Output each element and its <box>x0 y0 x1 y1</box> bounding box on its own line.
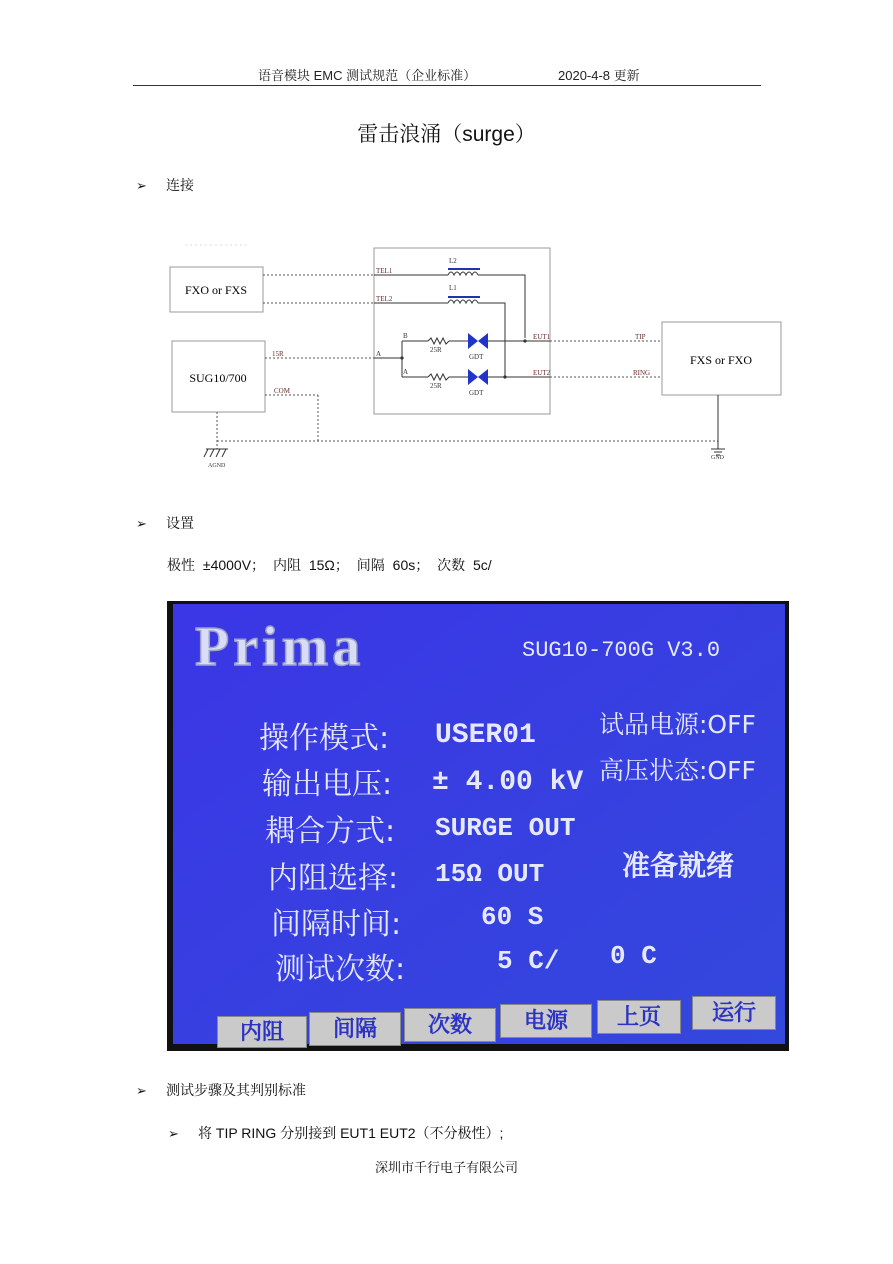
label-com: COM <box>274 387 290 395</box>
lcd-brand: Prima <box>195 616 365 678</box>
section-steps-label: 测试步骤及其判别标准 <box>166 1082 306 1098</box>
lcd-row-value-resistance: 15Ω OUT <box>435 859 545 889</box>
section-settings <box>136 513 194 533</box>
lcd-button-prev-page-label: 上页 <box>616 1004 661 1029</box>
section-steps <box>136 1080 306 1100</box>
box-fxo-label: FXO or FXS <box>184 283 248 297</box>
lcd-button-count[interactable] <box>404 1008 496 1042</box>
bullet-arrow-icon: ➢ <box>136 1083 147 1098</box>
lcd-row-value-count: 5 C/ <box>497 946 560 976</box>
bullet-arrow-icon: ➢ <box>136 516 147 531</box>
settings-line: 极性 ±4000V； 内阻 15Ω； 间隔 60s； 次数 5c/ <box>167 557 492 573</box>
lcd-row-label-coupling: 耦合方式: <box>265 814 396 849</box>
label-ring: RING <box>633 369 651 377</box>
node-eut2 <box>503 375 506 378</box>
lcd-ready: 准备就绪 <box>622 849 735 882</box>
step-1-text: 将 TIP RING 分别接到 EUT1 EUT2（不分极性）; <box>198 1125 504 1141</box>
label-gdt1: GDT <box>469 353 484 361</box>
lcd-button-resistance-label: 内阻 <box>239 1019 284 1044</box>
lcd-count-done: 0 C <box>610 941 657 971</box>
lcd-button-interval[interactable] <box>309 1012 401 1046</box>
page-title: 雷击浪涌（surge） <box>357 123 536 146</box>
lcd-screen <box>167 601 789 1051</box>
lcd-status-hv: 高压状态:OFF <box>599 756 756 785</box>
lcd-photo <box>167 601 789 1051</box>
label-15r: 15R <box>272 350 284 358</box>
lcd-button-power-label: 电源 <box>523 1008 568 1033</box>
lcd-button-prev-page[interactable] <box>597 1000 681 1034</box>
lcd-button-resistance[interactable] <box>217 1016 307 1048</box>
lcd-button-interval-label: 间隔 <box>332 1016 377 1041</box>
lcd-row-label-count: 测试次数: <box>275 952 406 987</box>
agnd-icon <box>204 449 228 457</box>
label-r1: 25R <box>430 346 442 354</box>
page-footer: 深圳市千行电子有限公司 <box>374 1160 518 1175</box>
step-1 <box>168 1123 503 1143</box>
lcd-button-run-label: 运行 <box>711 1000 756 1025</box>
lcd-row-label-resistance: 内阻选择: <box>268 861 399 896</box>
lcd-button-count-label: 次数 <box>427 1012 472 1037</box>
box-sug-label: SUG10/700 <box>189 371 247 385</box>
label-l2: L2 <box>449 257 457 265</box>
lcd-row-value-interval: 60 S <box>481 902 544 932</box>
lcd-row-label-voltage: 输出电压: <box>262 767 393 802</box>
lcd-row-value-coupling: SURGE OUT <box>435 813 576 843</box>
section-connect <box>136 175 194 195</box>
lcd-status-power: 试品电源:OFF <box>599 710 756 739</box>
node-a <box>400 356 403 359</box>
label-gnd: GND <box>711 455 724 461</box>
lcd-row-value-mode: USER01 <box>435 720 536 751</box>
header-title: 语音模块 EMC 测试规范（企业标准） <box>258 68 477 83</box>
header-rule <box>133 85 761 86</box>
label-b: B <box>403 332 408 340</box>
label-a1: A <box>376 350 382 358</box>
section-connect-label: 连接 <box>166 177 194 193</box>
header-date: 2020-4-8 更新 <box>558 68 640 83</box>
label-tel2: TEL2 <box>376 295 393 303</box>
node-eut1 <box>523 339 526 342</box>
bullet-arrow-icon: ➢ <box>136 178 147 193</box>
lcd-row-value-voltage: ± 4.00 kV <box>432 767 584 798</box>
lcd-button-run[interactable] <box>692 996 776 1030</box>
label-r2: 25R <box>430 382 442 390</box>
label-eut1: EUT1 <box>533 333 551 341</box>
lcd-model: SUG10-700G V3.0 <box>522 638 721 663</box>
label-agnd: AGND <box>208 463 226 469</box>
lcd-row-label-mode: 操作模式: <box>259 721 390 756</box>
lcd-row-label-interval: 间隔时间: <box>271 907 402 942</box>
section-settings-label: 设置 <box>166 515 194 531</box>
label-tip: TIP <box>635 333 646 341</box>
label-a2: A <box>403 368 409 376</box>
circuit-diagram <box>160 235 800 475</box>
label-gdt2: GDT <box>469 389 484 397</box>
box-fxs-label: FXS or FXO <box>689 353 753 367</box>
label-l1: L1 <box>449 284 457 292</box>
label-tel1: TEL1 <box>376 267 393 275</box>
lcd-button-power[interactable] <box>500 1004 592 1038</box>
bullet-arrow-icon: ➢ <box>168 1126 179 1141</box>
label-eut2: EUT2 <box>533 369 551 377</box>
